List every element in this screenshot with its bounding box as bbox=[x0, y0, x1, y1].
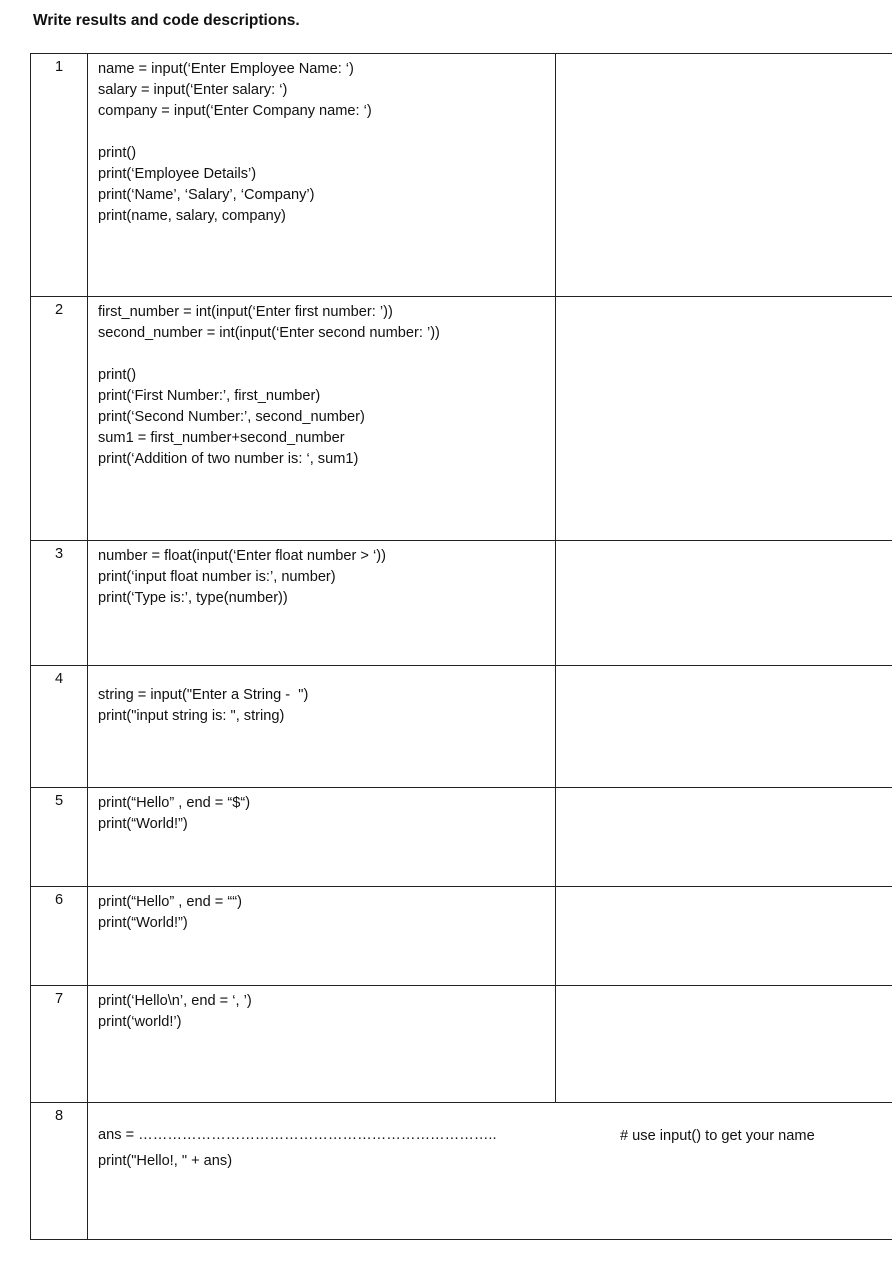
exercise-number: 1 bbox=[31, 54, 88, 297]
code-line: string = input("Enter a String - ") bbox=[98, 687, 309, 703]
code-line: print(‘world!’) bbox=[98, 1014, 182, 1030]
exercise-number: 3 bbox=[31, 541, 88, 666]
code-line: name = input(‘Enter Employee Name: ‘) bbox=[98, 61, 354, 77]
code-cell bbox=[88, 666, 556, 788]
code-line: print(‘input float number is:’, number) bbox=[98, 569, 336, 585]
answer-cell[interactable] bbox=[556, 986, 892, 1103]
code-line: print(‘Type is:’, type(number)) bbox=[98, 590, 288, 606]
blank-line bbox=[98, 122, 555, 143]
code-line: print(name, salary, company) bbox=[98, 208, 286, 224]
exercise-number: 4 bbox=[31, 666, 88, 788]
code-line: ans = ……………………………………………………………….. bbox=[98, 1127, 497, 1143]
code-line: print(“World!”) bbox=[98, 816, 188, 832]
exercise-row bbox=[31, 666, 892, 788]
exercise-row bbox=[31, 887, 892, 986]
code-line: second_number = int(input(‘Enter second number: ’)) bbox=[98, 325, 440, 341]
code-line: first_number = int(input(‘Enter first number: ’)) bbox=[98, 304, 393, 320]
exercise-8-cell bbox=[88, 1103, 892, 1240]
code-comment: # use input() to get your name bbox=[620, 1128, 815, 1144]
code-line: salary = input(‘Enter salary: ‘) bbox=[98, 82, 288, 98]
exercise-row bbox=[31, 54, 892, 297]
code-line: sum1 = first_number+second_number bbox=[98, 430, 345, 446]
exercise-number: 7 bbox=[31, 986, 88, 1103]
exercise-number: 2 bbox=[31, 297, 88, 541]
exercise-number: 5 bbox=[31, 788, 88, 887]
exercise-row bbox=[31, 788, 892, 887]
code-cell bbox=[88, 297, 556, 541]
code-line: print("Hello!, " + ans) bbox=[98, 1153, 233, 1169]
exercise-table bbox=[30, 53, 892, 1240]
code-line: print(‘Second Number:’, second_number) bbox=[98, 409, 365, 425]
answer-cell[interactable] bbox=[556, 788, 892, 887]
exercise-row bbox=[31, 541, 892, 666]
code-line: print(“Hello” , end = “$“) bbox=[98, 795, 251, 811]
answer-cell[interactable] bbox=[556, 297, 892, 541]
code-line: print(“Hello” , end = ““) bbox=[98, 894, 242, 910]
code-line: print() bbox=[98, 145, 137, 161]
code-line: print("input string is: ", string) bbox=[98, 708, 285, 724]
code-line: print(‘Employee Details’) bbox=[98, 166, 257, 182]
code-line: company = input(‘Enter Company name: ‘) bbox=[98, 103, 372, 119]
code-line: print(‘Hello\n’, end = ‘, ’) bbox=[98, 993, 252, 1009]
exercise-row-8 bbox=[31, 1103, 892, 1240]
page-heading: Write results and code descriptions. bbox=[33, 12, 300, 29]
code-line: print(‘Name’, ‘Salary’, ‘Company’) bbox=[98, 187, 315, 203]
code-line: number = float(input(‘Enter float number > ‘)) bbox=[98, 548, 386, 564]
code-line: print() bbox=[98, 367, 137, 383]
blank-line bbox=[98, 344, 555, 365]
code-cell bbox=[88, 788, 556, 887]
answer-cell[interactable] bbox=[556, 54, 892, 297]
exercise-number: 6 bbox=[31, 887, 88, 986]
code-cell bbox=[88, 887, 556, 986]
code-cell bbox=[88, 986, 556, 1103]
answer-cell[interactable] bbox=[556, 541, 892, 666]
code-line: print(‘Addition of two number is: ‘, sum1) bbox=[98, 451, 359, 467]
answer-cell[interactable] bbox=[556, 666, 892, 788]
exercise-row bbox=[31, 297, 892, 541]
code-cell bbox=[88, 54, 556, 297]
exercise-row bbox=[31, 986, 892, 1103]
code-cell bbox=[88, 541, 556, 666]
code-line: print(“World!”) bbox=[98, 915, 188, 931]
exercise-number: 8 bbox=[31, 1103, 88, 1240]
answer-cell[interactable] bbox=[556, 887, 892, 986]
code-line: print(‘First Number:’, first_number) bbox=[98, 388, 321, 404]
